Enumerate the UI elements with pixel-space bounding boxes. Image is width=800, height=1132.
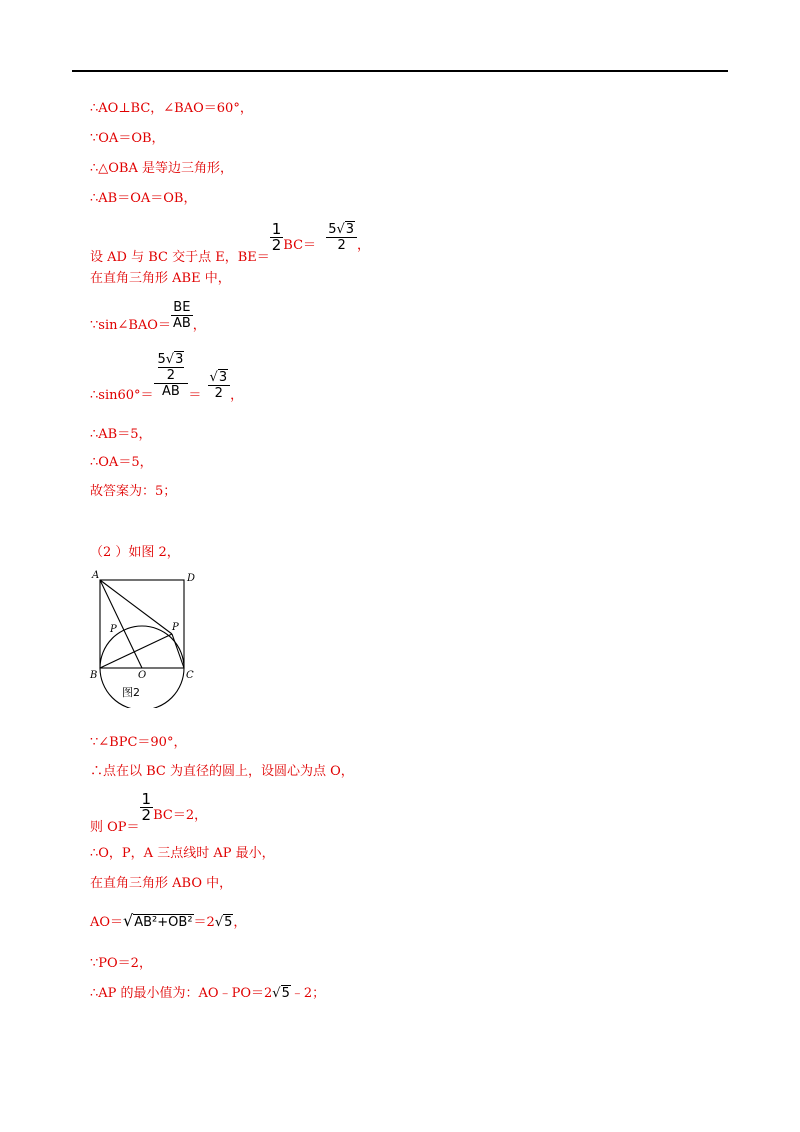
geometry-figure xyxy=(88,568,208,708)
line-7-text-a: ∵sin∠BAO＝ xyxy=(90,318,171,333)
coef: 5 xyxy=(328,222,337,237)
line-6: 在直角三角形 ABE 中， xyxy=(90,271,231,286)
line-20 xyxy=(90,985,325,1003)
line-15 xyxy=(90,790,208,835)
inner-den: 2 xyxy=(166,368,176,383)
line-5-text-a: 设 AD 与 BC 交于点 E，BE＝ xyxy=(90,250,270,265)
fraction-5root3-over-2 xyxy=(326,222,357,253)
figure-caption: 图2 xyxy=(122,686,140,699)
frac-den: AB xyxy=(172,316,191,331)
radicand: 3 xyxy=(345,222,355,237)
line-4: ∴AB＝OA＝OB， xyxy=(90,191,197,206)
frac-den: AB xyxy=(162,384,180,399)
line-5-text-b: BC＝ xyxy=(283,238,317,253)
line-19: ∵PO＝2， xyxy=(90,956,152,971)
line-12: （2 ）如图 2， xyxy=(90,545,180,560)
fraction-half xyxy=(140,792,154,823)
line-15-text-a: 则 OP＝ xyxy=(90,820,140,835)
line-13: ∵∠BPC＝90°， xyxy=(90,735,187,750)
line-5-text-c: ， xyxy=(357,238,371,253)
line-20-text-a: ∴AP 的最小值为：AO﹣PO＝2 xyxy=(90,986,273,1001)
radicand: 5 xyxy=(281,986,290,1001)
header-rule xyxy=(72,70,728,72)
label-P2: P xyxy=(172,622,179,633)
radical-sign: √ xyxy=(272,986,281,1001)
frac-num: 1 xyxy=(141,790,152,808)
frac-num: √3 xyxy=(208,370,231,386)
frac-num xyxy=(154,352,189,384)
line-9: ∴AB＝5， xyxy=(90,427,152,442)
line-7 xyxy=(90,300,206,331)
frac-den: 2 xyxy=(271,236,282,254)
radical-sign: √ xyxy=(214,915,224,930)
inner-fraction xyxy=(158,352,185,383)
radicand: 3 xyxy=(218,370,228,385)
coef: 5 xyxy=(157,352,166,367)
inner-num: 5√3 xyxy=(157,352,184,367)
frac-num: 1 xyxy=(271,220,282,238)
line-8 xyxy=(90,352,244,403)
line-1: ∴AO⊥BC，∠BAO＝60°， xyxy=(90,101,253,116)
line-5 xyxy=(90,220,371,265)
line-2: ∵OA＝OB， xyxy=(90,131,165,146)
nested-fraction xyxy=(154,352,189,399)
frac-num: 5√3 xyxy=(326,222,357,238)
line-17: 在直角三角形 ABO 中， xyxy=(90,876,233,891)
label-P1: P xyxy=(110,624,117,635)
line-7-text-b: ， xyxy=(192,318,206,333)
line-16: ∴O，P，A 三点线时 AP 最小， xyxy=(90,846,275,861)
line-3: ∴△OBA 是等边三角形， xyxy=(90,161,234,176)
line-18 xyxy=(90,912,246,932)
radical-sign: √ xyxy=(123,911,134,930)
line-15-text-b: BC＝2， xyxy=(153,808,208,823)
line-8-text-c: ， xyxy=(230,388,244,403)
line-18-text-a: AO＝ xyxy=(90,915,124,930)
fraction-root3-over-2 xyxy=(208,370,231,401)
radicand: 3 xyxy=(175,352,184,367)
line-8-text-b: ＝ xyxy=(188,388,202,403)
label-B: B xyxy=(90,670,98,681)
label-A: A xyxy=(92,570,100,581)
line-20-text-b: ﹣2； xyxy=(290,986,326,1001)
frac-den: 2 xyxy=(141,806,152,824)
radicand: 5 xyxy=(224,915,233,930)
frac-den: 2 xyxy=(214,386,223,401)
label-O: O xyxy=(138,670,147,681)
line-8-text-a: ∴sin60°＝ xyxy=(90,388,154,403)
segment-PC xyxy=(172,634,184,668)
fraction-BE-over-AB xyxy=(171,300,193,331)
label-C: C xyxy=(186,670,194,681)
label-D: D xyxy=(187,573,196,584)
frac-den: 2 xyxy=(337,238,346,253)
line-18-text-b: ＝2 xyxy=(193,915,215,930)
frac-num: BE xyxy=(171,300,193,316)
line-11: 故答案为：5； xyxy=(90,484,177,499)
line-10: ∴OA＝5， xyxy=(90,455,153,470)
segment-AO xyxy=(100,580,142,668)
radicand-expr xyxy=(133,914,193,932)
radicand: AB²+OB² xyxy=(134,915,193,930)
fraction-half xyxy=(270,222,284,253)
line-14: ∴点在以 BC 为直径的圆上，设圆心为点 O， xyxy=(90,764,354,779)
line-18-text-c: ， xyxy=(233,915,247,930)
